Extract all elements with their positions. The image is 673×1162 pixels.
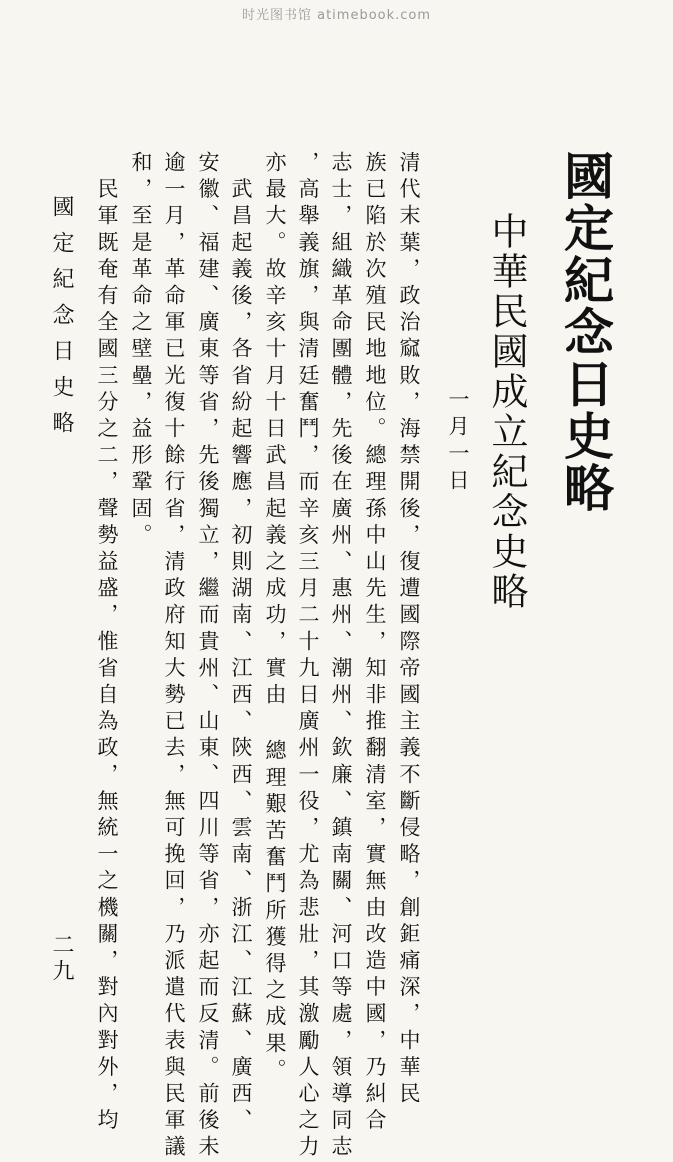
article-date: 一月一日 bbox=[446, 388, 470, 496]
body-line: 民軍既奄有全國三分之二，聲勢益盛，惟省自為政，無統一之機關，對內對外，均 bbox=[95, 151, 119, 1136]
body-line: 志士，組織革命團體，先後在廣州、惠州、潮州、欽廉、鎮南關、河口等處，領導同志 bbox=[329, 151, 353, 1162]
body-line: 亦最大。故辛亥十月十日武昌起義之成功，實由 總理艱苦奮鬥所獲得之成果。 bbox=[263, 151, 287, 1085]
body-line: 和，至是革命之壁壘，益形鞏固。 bbox=[129, 151, 153, 550]
article-title: 中華民國成立紀念史略 bbox=[485, 212, 528, 612]
running-head: 國定紀念日史略 bbox=[49, 195, 74, 447]
book-title: 國定紀念日史略 bbox=[556, 150, 615, 514]
page-number: 二九 bbox=[49, 933, 74, 985]
body-line: 逾一月，革命軍已光復十餘行省，清政府知大勢已去，無可挽回，乃派遣代表與民軍議 bbox=[162, 151, 186, 1162]
watermark: 时光图书馆 atimebook.com bbox=[241, 8, 432, 23]
body-line: 清代末葉，政治窳敗，海禁開後，復遭國際帝國主義不斷侵略，創鉅痛深，中華民 bbox=[397, 151, 421, 1109]
body-line: 族已陷於次殖民地地位。總理孫中山先生，知非推翻清室，實無由改造中國，乃糾合 bbox=[363, 151, 387, 1136]
body-line: ，高舉義旗，與清廷奮鬥，而辛亥三月二十九日廣州一役，尤為悲壯，其激勵人心之力 bbox=[296, 151, 320, 1162]
body-line: 武昌起義後，各省紛起響應，初則湖南、江西、陝西、雲南、浙江、江蘇、廣西、 bbox=[229, 151, 253, 1136]
body-line: 安徽、福建、廣東等省，先後獨立，繼而貴州、山東、四川等省，亦起而反清。前後未 bbox=[196, 151, 220, 1162]
